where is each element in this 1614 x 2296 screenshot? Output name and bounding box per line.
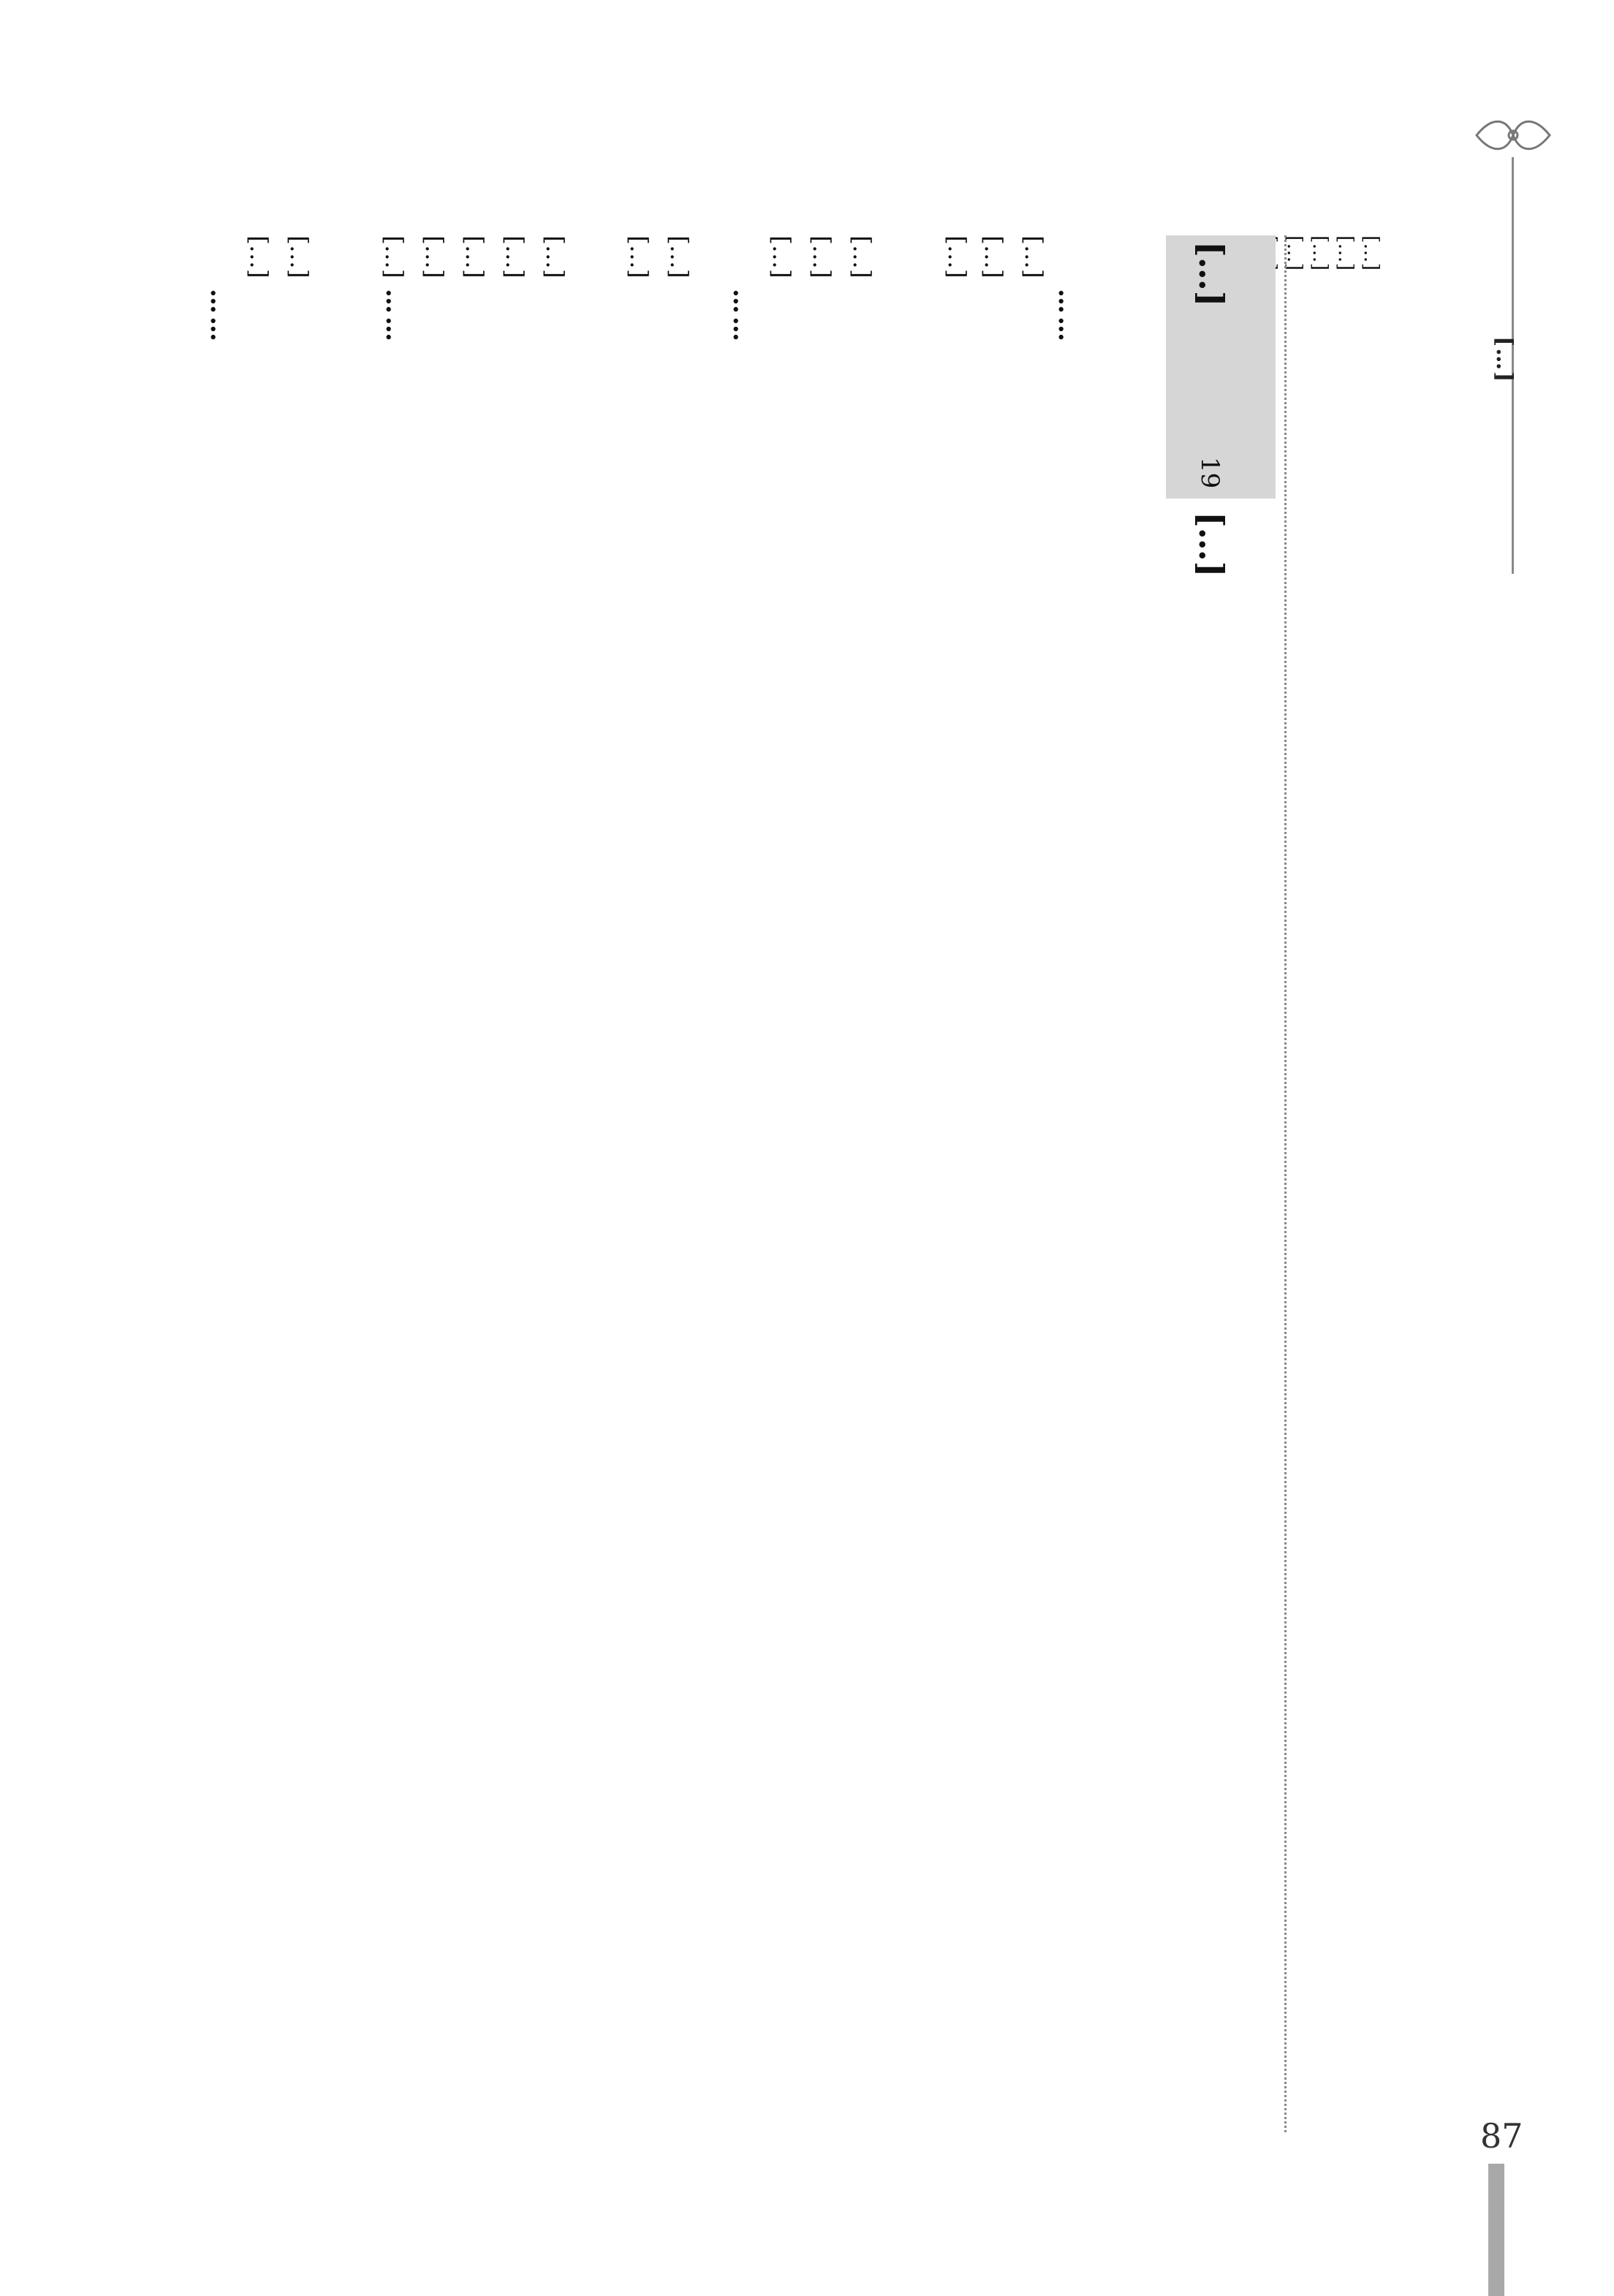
body-line: […] — [943, 235, 971, 279]
body-line: […] — [420, 235, 449, 279]
body-line: […] — [848, 235, 876, 279]
page-number: 87 — [1480, 2116, 1523, 2156]
body-line: […] — [665, 235, 694, 279]
section-title: […] — [1191, 512, 1231, 577]
body-line: […] — [1020, 235, 1048, 279]
ellipsis: …… — [205, 289, 234, 344]
body-line: […] — [380, 235, 409, 279]
body-line: […] — [980, 235, 1008, 279]
body-line: […] — [625, 235, 653, 279]
body-line: […] — [541, 235, 569, 279]
body-line: […] — [245, 235, 273, 279]
ellipsis: …… — [1053, 289, 1082, 344]
body-line: […] — [501, 235, 529, 279]
intro-line: […] — [1334, 235, 1357, 271]
intro-line: […] — [1283, 235, 1306, 271]
page-edge-bar — [1488, 2164, 1504, 2296]
intro-line: […] — [1360, 235, 1382, 271]
ellipsis: …… — [727, 289, 757, 344]
section-separator — [1284, 235, 1287, 2132]
running-header: […] — [1491, 336, 1517, 384]
ellipsis: …… — [380, 289, 409, 344]
body-line: […] — [461, 235, 489, 279]
section-number: 19 — [1195, 457, 1224, 489]
body-line: […] — [808, 235, 836, 279]
body-line: […] — [768, 235, 796, 279]
intro-line: […] — [1308, 235, 1331, 271]
header-ornament — [1462, 110, 1564, 161]
section-title-prefix: […] — [1191, 241, 1231, 307]
body-line: […] — [285, 235, 314, 279]
